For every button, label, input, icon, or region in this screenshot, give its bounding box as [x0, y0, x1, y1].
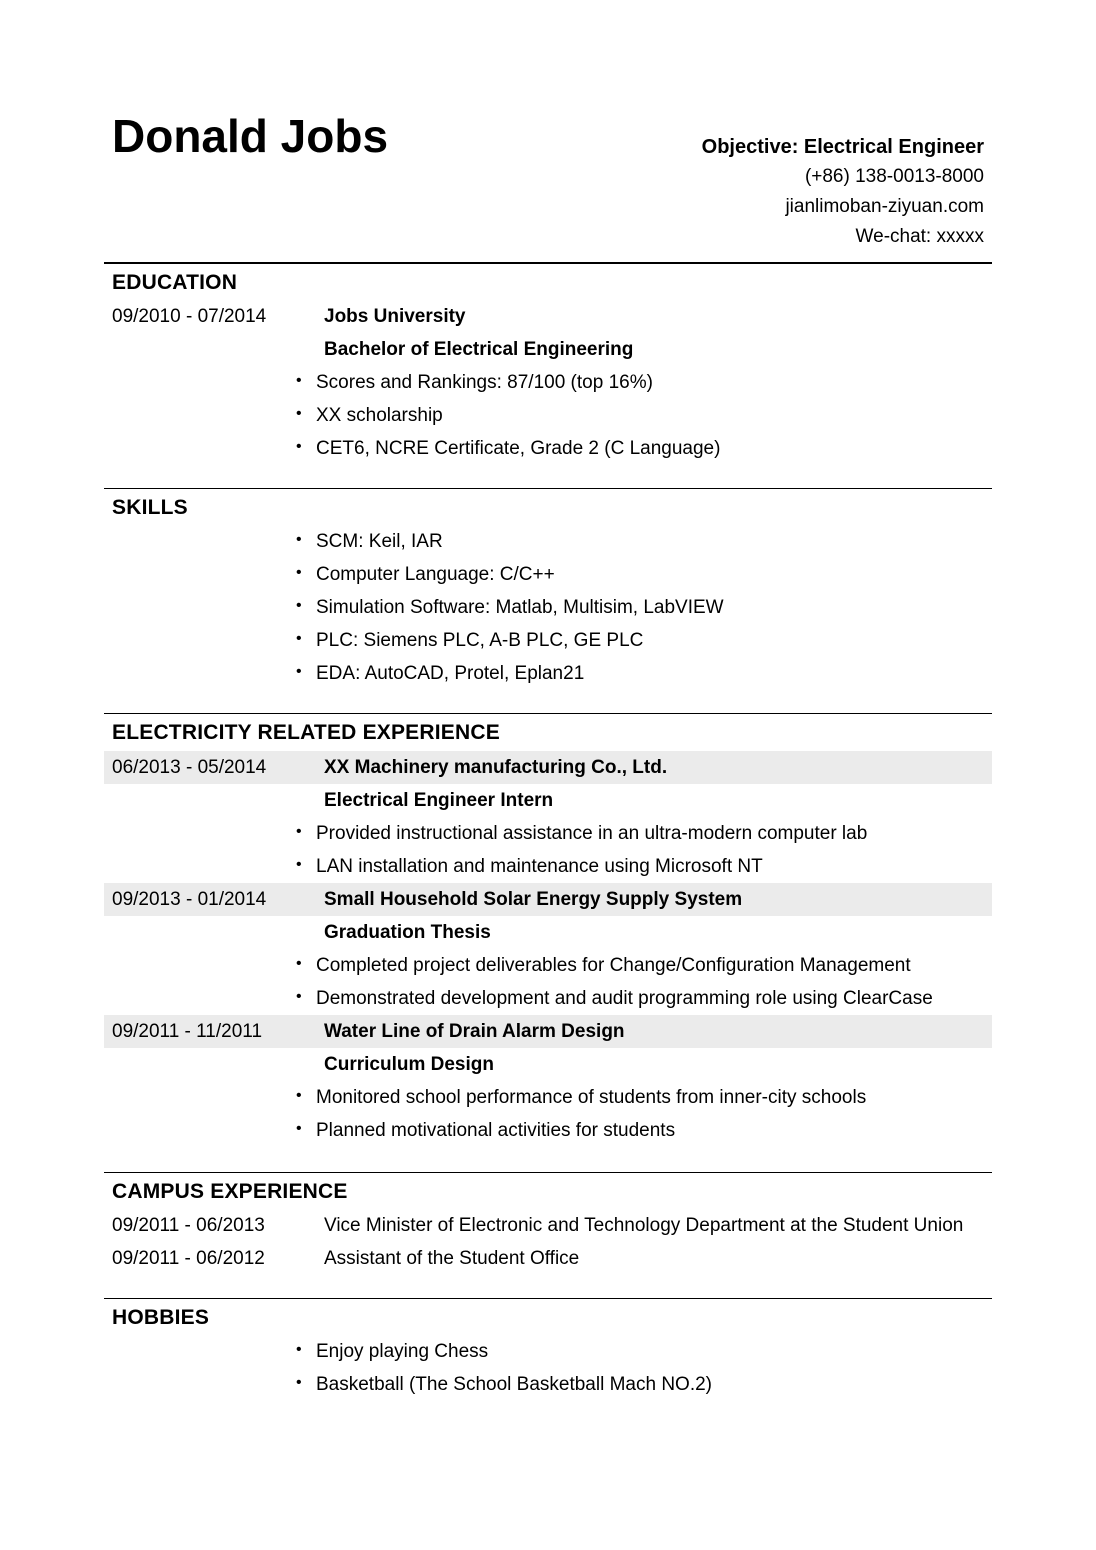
hobbies-section	[104, 1298, 992, 1401]
experience-header-row	[104, 883, 992, 916]
bullet-icon: •	[296, 823, 302, 840]
campus-date: 09/2011 - 06/2012	[112, 1248, 265, 1269]
experience-date: 09/2013 - 01/2014	[112, 889, 267, 910]
campus-text: Assistant of the Student Office	[324, 1248, 580, 1269]
list-item: • Simulation Software: Matlab, Multisim, LabVIEW	[104, 591, 992, 624]
bullet-icon: •	[296, 630, 302, 647]
bullet-icon: •	[296, 1120, 302, 1137]
bullet-icon: •	[296, 564, 302, 581]
experience-header-row	[104, 1015, 992, 1048]
bullet-icon: •	[296, 531, 302, 548]
experience-role-row	[104, 784, 992, 817]
section-title-skills: SKILLS	[112, 496, 188, 519]
list-item: • EDA: AutoCAD, Protel, Eplan21	[104, 657, 992, 690]
section-divider	[104, 713, 992, 714]
experience-role: Electrical Engineer Intern	[324, 790, 554, 811]
list-item: • CET6, NCRE Certificate, Grade 2 (C Language)	[104, 432, 992, 465]
wechat-id: We-chat: xxxxx	[855, 226, 984, 247]
education-degree-row	[104, 333, 992, 366]
list-item: • LAN installation and maintenance using Microsoft NT	[104, 850, 992, 883]
bullet-icon: •	[296, 663, 302, 680]
section-divider	[104, 262, 992, 264]
experience-role-row	[104, 916, 992, 949]
education-row	[104, 300, 992, 333]
campus-section	[104, 1172, 992, 1275]
list-item: • Completed project deliverables for Change/Configuration Management	[104, 949, 992, 982]
experience-org: XX Machinery manufacturing Co., Ltd.	[324, 757, 668, 778]
bullet-icon: •	[296, 1374, 302, 1391]
experience-role-row	[104, 1048, 992, 1081]
education-date: 09/2010 - 07/2014	[112, 306, 267, 327]
bullet-icon: •	[296, 1341, 302, 1358]
objective: Objective: Electrical Engineer	[701, 136, 984, 158]
experience-header-row	[104, 751, 992, 784]
list-item: • Computer Language: C/C++	[104, 558, 992, 591]
campus-date: 09/2011 - 06/2013	[112, 1215, 265, 1236]
bullet-icon: •	[296, 955, 302, 972]
experience-role: Graduation Thesis	[324, 922, 491, 943]
bullet-icon: •	[296, 372, 302, 389]
skills-section	[104, 488, 992, 690]
candidate-name: Donald Jobs	[112, 110, 389, 162]
section-divider	[104, 1298, 992, 1299]
list-item: • Provided instructional assistance in an ultra-modern computer lab	[104, 817, 992, 850]
section-divider	[104, 488, 992, 489]
education-school: Jobs University	[324, 306, 466, 327]
list-item: • Demonstrated development and audit programming role using ClearCase	[104, 982, 992, 1015]
section-title-campus: CAMPUS EXPERIENCE	[112, 1180, 348, 1203]
campus-row	[104, 1242, 992, 1275]
bullet-icon: •	[296, 1087, 302, 1104]
section-title-education: EDUCATION	[112, 271, 238, 294]
bullet-icon: •	[296, 597, 302, 614]
education-degree: Bachelor of Electrical Engineering	[324, 339, 634, 360]
list-item: • Planned motivational activities for students	[104, 1114, 992, 1147]
section-divider	[104, 1172, 992, 1173]
list-item: • XX scholarship	[104, 399, 992, 432]
bullet-icon: •	[296, 405, 302, 422]
list-item: • PLC: Siemens PLC, A-B PLC, GE PLC	[104, 624, 992, 657]
list-item: • Monitored school performance of students from inner-city schools	[104, 1081, 992, 1114]
campus-row	[104, 1209, 992, 1242]
experience-date: 09/2011 - 11/2011	[112, 1021, 263, 1042]
experience-role: Curriculum Design	[324, 1054, 494, 1075]
bullet-icon: •	[296, 856, 302, 873]
list-item: • Enjoy playing Chess	[104, 1335, 992, 1368]
list-item: • Basketball (The School Basketball Mach NO.2)	[104, 1368, 992, 1401]
list-item: • SCM: Keil, IAR	[104, 525, 992, 558]
bullet-icon: •	[296, 988, 302, 1005]
website: jianlimoban-ziyuan.com	[785, 196, 984, 217]
phone-number: (+86) 138-0013-8000	[804, 166, 984, 187]
contact-block	[702, 132, 984, 252]
experience-date: 06/2013 - 05/2014	[112, 757, 267, 778]
experience-section	[104, 713, 992, 1147]
experience-org: Small Household Solar Energy Supply System	[324, 889, 743, 910]
section-title-experience: ELECTRICITY RELATED EXPERIENCE	[112, 721, 500, 744]
campus-text: Vice Minister of Electronic and Technology Department at the Student Union	[324, 1215, 964, 1236]
list-item: • Scores and Rankings: 87/100 (top 16%)	[104, 366, 992, 399]
experience-org: Water Line of Drain Alarm Design	[324, 1021, 625, 1042]
bullet-icon: •	[296, 438, 302, 455]
section-title-hobbies: HOBBIES	[112, 1306, 210, 1329]
education-section	[104, 262, 992, 465]
